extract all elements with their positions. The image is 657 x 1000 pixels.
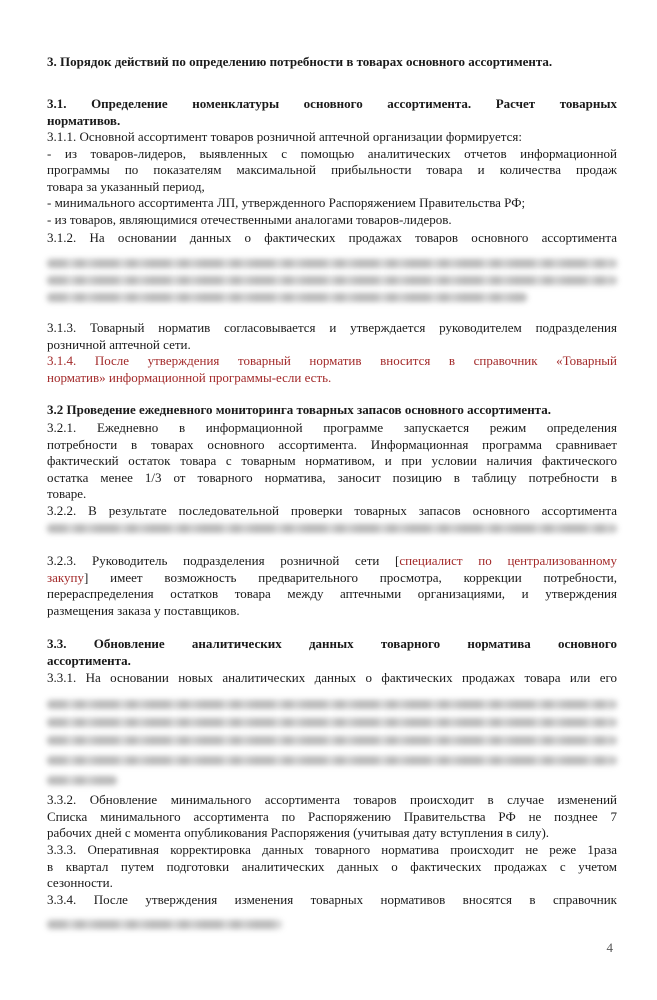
- paragraph-3-1-3: [47, 320, 617, 353]
- paragraph-line: товара за указанный период,: [47, 178, 205, 194]
- paragraph-line: - из товаров-лидеров, выявленных с помощью аналитических отчетов информационной: [47, 145, 617, 161]
- blurred-text-line: [47, 756, 617, 765]
- paragraph-line: норматив» информационной программы-если есть.: [47, 369, 332, 385]
- paragraph-3-3-4: [47, 892, 617, 909]
- paragraph-3-3-3: [47, 842, 617, 892]
- paragraph-text: 3.2.3. Руководитель подразделения розничной сети [: [47, 553, 400, 568]
- blurred-text-line: [47, 776, 117, 785]
- paragraph-line: Списка минимального ассортимента по Распоряжению Правительства РФ не позднее 7: [47, 808, 617, 824]
- blurred-text-line: [47, 259, 617, 268]
- paragraph-3-3-1: [47, 670, 617, 687]
- paragraph-line: [47, 570, 617, 587]
- paragraph-3-1-1: [47, 129, 617, 228]
- blurred-text-line: [47, 276, 617, 285]
- blurred-text-line: [47, 700, 617, 709]
- section-3-1-heading: [47, 96, 617, 129]
- paragraph-line: в квартал путем подготовки аналитических данных о фактических продажах с учетом: [47, 858, 617, 874]
- paragraph-line: фактический остаток товара с товарным нормативом, и при условии наличия фактического: [47, 453, 617, 468]
- paragraph-line: 3.3.2. Обновление минимального ассортимента товаров происходит в случае изменений: [47, 792, 617, 807]
- paragraph-3-2-3: [47, 553, 617, 619]
- paragraph-line: - минимального ассортимента ЛП, утвержденного Распоряжением Правительства РФ;: [47, 195, 526, 210]
- paragraph-line: 3.1.2. На основании данных о фактических продажах товаров основного ассортимента: [47, 230, 617, 245]
- paragraph-3-1-4: [47, 353, 617, 386]
- paragraph-line: рабочих дней с момента опубликования Распоряжения (учитывая дату вступления в силу).: [47, 825, 550, 840]
- paragraph-line: остатка менее 1/3 от товарного норматива, заносит позицию в таблицу потребности в: [47, 469, 617, 485]
- heading-line: 3.1. Определение номенклатуры основного ассортимента. Расчет товарных: [47, 96, 617, 111]
- blurred-text-line: [47, 524, 617, 533]
- page-number: 4: [606, 940, 613, 955]
- paragraph-3-1-2: [47, 230, 617, 247]
- paragraph-line: 3.2.1. Ежедневно в информационной программе запускается режим определения: [47, 420, 617, 435]
- paragraph-3-2-1: [47, 420, 617, 503]
- paragraph-line: [47, 553, 617, 570]
- section-3-2-heading: [47, 402, 617, 419]
- paragraph-line: 3.2.2. В результате последовательной проверки товарных запасов основного ассортимента: [47, 503, 617, 518]
- paragraph-line: перераспределения остатков товара между аптечными организациями, и утверждения: [47, 586, 617, 601]
- paragraph-line: 3.3.1. На основании новых аналитических данных о фактических продажах товара или его: [47, 670, 617, 685]
- paragraph-line: 3.3.3. Оперативная корректировка данных товарного норматива происходит не реже 1раза: [47, 842, 617, 857]
- section-3-3-heading: [47, 636, 617, 669]
- paragraph-line: 3.1.1. Основной ассортимент товаров розничной аптечной организации формируется:: [47, 129, 522, 144]
- paragraph-line: розничной аптечной сети.: [47, 336, 191, 352]
- paragraph-3-2-2: [47, 503, 617, 520]
- paragraph-3-3-2: [47, 792, 617, 842]
- heading-line: нормативов.: [47, 112, 121, 128]
- paragraph-text: ] имеет возможность предварительного просмотра, коррекции потребности,: [84, 569, 617, 585]
- blurred-text-line: [47, 736, 617, 745]
- blurred-text-line: [47, 718, 617, 727]
- heading-text: 3.2 Проведение ежедневного мониторинга товарных запасов основного ассортимента.: [47, 402, 551, 417]
- paragraph-line: 3.3.4. После утверждения изменения товарных нормативов вносятся в справочник: [47, 892, 617, 907]
- paragraph-line: сезонности.: [47, 875, 113, 890]
- section-3-heading: [47, 54, 617, 71]
- blurred-text-line: [47, 293, 527, 302]
- heading-text: 3. Порядок действий по определению потребности в товарах основного ассортимента.: [47, 54, 553, 69]
- heading-line: ассортимента.: [47, 652, 131, 668]
- paragraph-line: программы по показателям максимальной прибыльности товара и количества продаж: [47, 162, 617, 177]
- highlighted-role-text: специалист по централизованному: [399, 553, 617, 568]
- paragraph-line: 3.1.4. После утверждения товарный норматив вносится в справочник «Товарный: [47, 353, 617, 368]
- paragraph-line: размещения заказа у поставщиков.: [47, 602, 240, 618]
- paragraph-line: 3.1.3. Товарный норматив согласовывается и утверждается руководителем подразделения: [47, 320, 617, 335]
- paragraph-line: товаре.: [47, 486, 87, 501]
- highlighted-role-text: закупу: [47, 569, 84, 585]
- heading-line: 3.3. Обновление аналитических данных товарного норматива основного: [47, 636, 617, 651]
- paragraph-line: - из товаров, являющимися отечественными аналогами товаров-лидеров.: [47, 211, 452, 227]
- blurred-text-line: [47, 920, 282, 929]
- paragraph-line: потребности в товарах основного ассортимента. Информационная программа сравнивает: [47, 436, 617, 452]
